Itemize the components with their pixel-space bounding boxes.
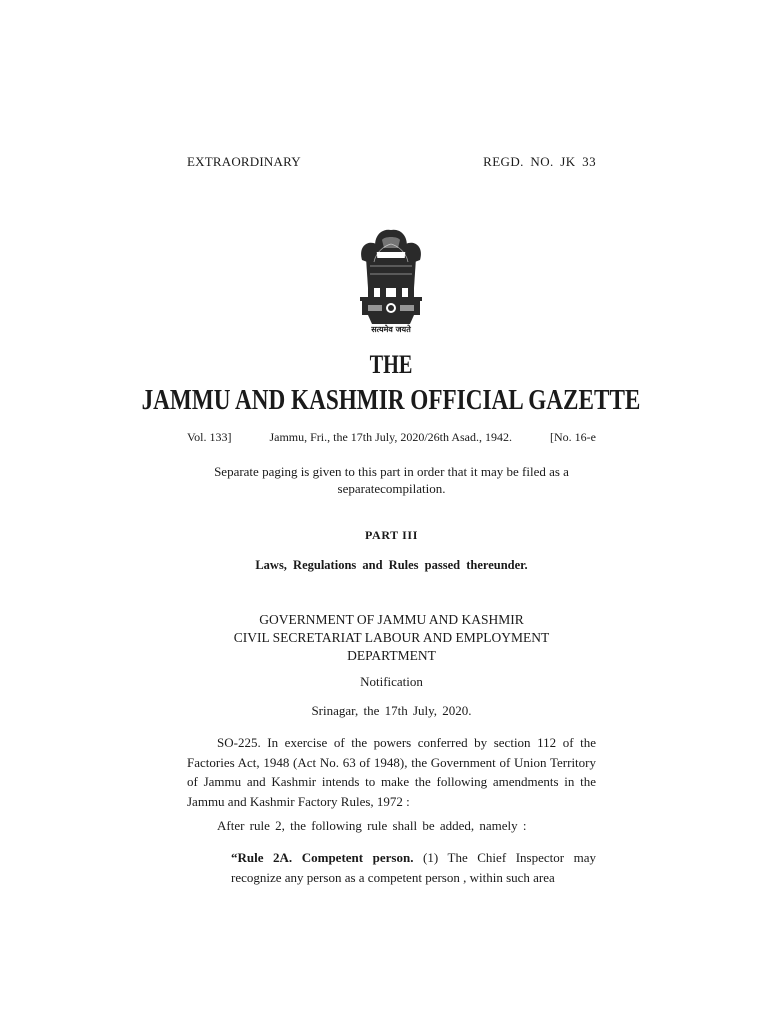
national-emblem-icon [354, 222, 428, 340]
rule-2a-heading: “Rule 2A. Competent person. [231, 850, 414, 865]
paging-note-line-2: separatecompilation. [337, 481, 446, 496]
department-line-2: CIVIL SECRETARIAT LABOUR AND EMPLOYMENT [233, 630, 550, 645]
emblem-motto: सत्यमेव जयते [371, 325, 411, 334]
national-emblem [354, 222, 428, 340]
body-paragraph-1: SO-225. In exercise of the powers conferred by section 112 of the Factories Act, 1948 (Act No. 63 of 1948), the Government of Union Territory of Jammu and Kashmir intends to make the following amendments in the Jammu and Kashmir Factory Rules, 1972 : [187, 735, 596, 809]
registration-number: REGD. NO. JK 33 [483, 154, 596, 169]
issue-number: [No. 16-e [550, 430, 596, 444]
department-line-1: GOVERNMENT OF JAMMU AND KASHMIR [259, 612, 524, 627]
extraordinary-label: EXTRAORDINARY [187, 154, 301, 169]
gazette-title: JAMMU AND KASHMIR OFFICIAL GAZETTE [141, 384, 641, 416]
paging-note-line-1: Separate paging is given to this part in order that it may be filed as a [214, 464, 569, 479]
department-line-3: DEPARTMENT [347, 648, 436, 663]
rule-2a-text: (1) The Chief Inspector may recognize any person as a competent person , within such area [231, 850, 596, 885]
body-paragraph-2: After rule 2, the following rule shall be added, namely : [217, 818, 527, 833]
part-subheading: Laws, Regulations and Rules passed thereunder. [255, 558, 528, 572]
rule-2a [231, 848, 596, 887]
paging-note [187, 463, 596, 497]
department-heading [187, 611, 596, 665]
gazette-title-the: THE [369, 350, 413, 379]
notification-label: Notification [360, 674, 423, 689]
issue-dateline: Jammu, Fri., the 17th July, 2020/26th Asad., 1942. [269, 430, 513, 444]
issue-line [187, 430, 596, 445]
volume-number: Vol. 133] [187, 430, 232, 444]
notification-place-date: Srinagar, the 17th July, 2020. [311, 703, 472, 718]
part-heading: PART III [365, 528, 418, 542]
